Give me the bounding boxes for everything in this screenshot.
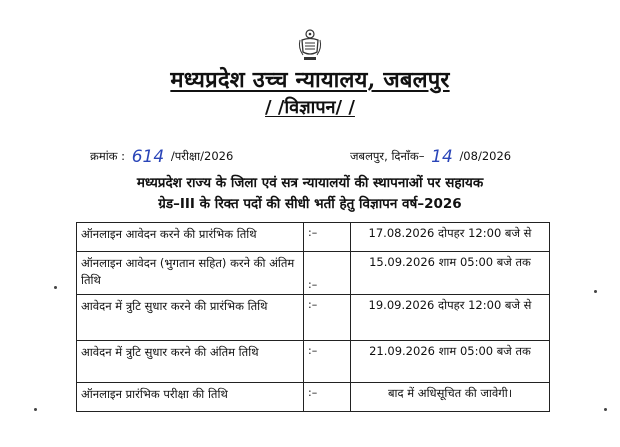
reference-date	[350, 147, 511, 167]
row-label: आवेदन में त्रुटि सुधार करने की प्रारंभिक तिथि	[77, 295, 304, 341]
table-row	[77, 252, 550, 295]
page-subtitle: / /विज्ञापन/ /	[265, 97, 355, 118]
row-separator: :–	[304, 295, 351, 341]
state-emblem-icon	[296, 28, 324, 62]
table-row	[77, 295, 550, 341]
heading-line-2: ग्रेड–III के रिक्त पदों की सीधी भर्ती हेतु विज्ञापन वर्ष–2026	[158, 196, 462, 212]
advertisement-heading	[80, 173, 540, 215]
place-date-label: जबलपुर, दिनाँक–	[350, 149, 425, 163]
row-value: 21.09.2026 शाम 05:00 बजे तक	[351, 341, 550, 383]
row-label: आवेदन में त्रुटि सुधार करने की अंतिम तिथि	[77, 341, 304, 383]
row-value: 17.08.2026 दोपहर 12:00 बजे से	[351, 223, 550, 252]
scan-speck	[604, 408, 607, 411]
date-suffix: /08/2026	[459, 149, 512, 163]
row-label: ऑनलाइन आवेदन करने की प्रारंभिक तिथि	[77, 223, 304, 252]
scan-speck	[34, 408, 37, 411]
row-value: बाद में अधिसूचित की जावेगी।	[351, 383, 550, 412]
table-row	[77, 383, 550, 412]
heading-line-1: मध्यप्रदेश राज्य के जिला एवं सत्र न्यायालयों की स्थापनाओं पर सहायक	[136, 175, 484, 191]
table-row	[77, 223, 550, 252]
row-label: ऑनलाइन आवेदन (भुगतान सहित) करने की अंतिम तिथि	[77, 252, 304, 295]
row-label: ऑनलाइन प्रारंभिक परीक्षा की तिथि	[77, 383, 304, 412]
row-value: 15.09.2026 शाम 05:00 बजे तक	[351, 252, 550, 295]
page-title: मध्यप्रदेश उच्च न्यायालय, जबलपुर	[170, 67, 450, 93]
reference-number-label: क्रमांक :	[90, 149, 126, 163]
reference-number	[90, 147, 233, 167]
row-value: 19.09.2026 दोपहर 12:00 बजे से	[351, 295, 550, 341]
row-separator: :–	[304, 341, 351, 383]
schedule-table	[76, 222, 550, 412]
table-row	[77, 341, 550, 383]
reference-number-value: 614	[131, 147, 165, 167]
date-day: 14	[431, 147, 453, 167]
scan-speck	[594, 290, 597, 293]
row-separator: :–	[304, 223, 351, 252]
scan-speck	[54, 286, 57, 289]
row-separator: :–	[304, 252, 351, 295]
row-separator: :–	[304, 383, 351, 412]
reference-number-suffix: /परीक्षा/2026	[170, 149, 234, 163]
